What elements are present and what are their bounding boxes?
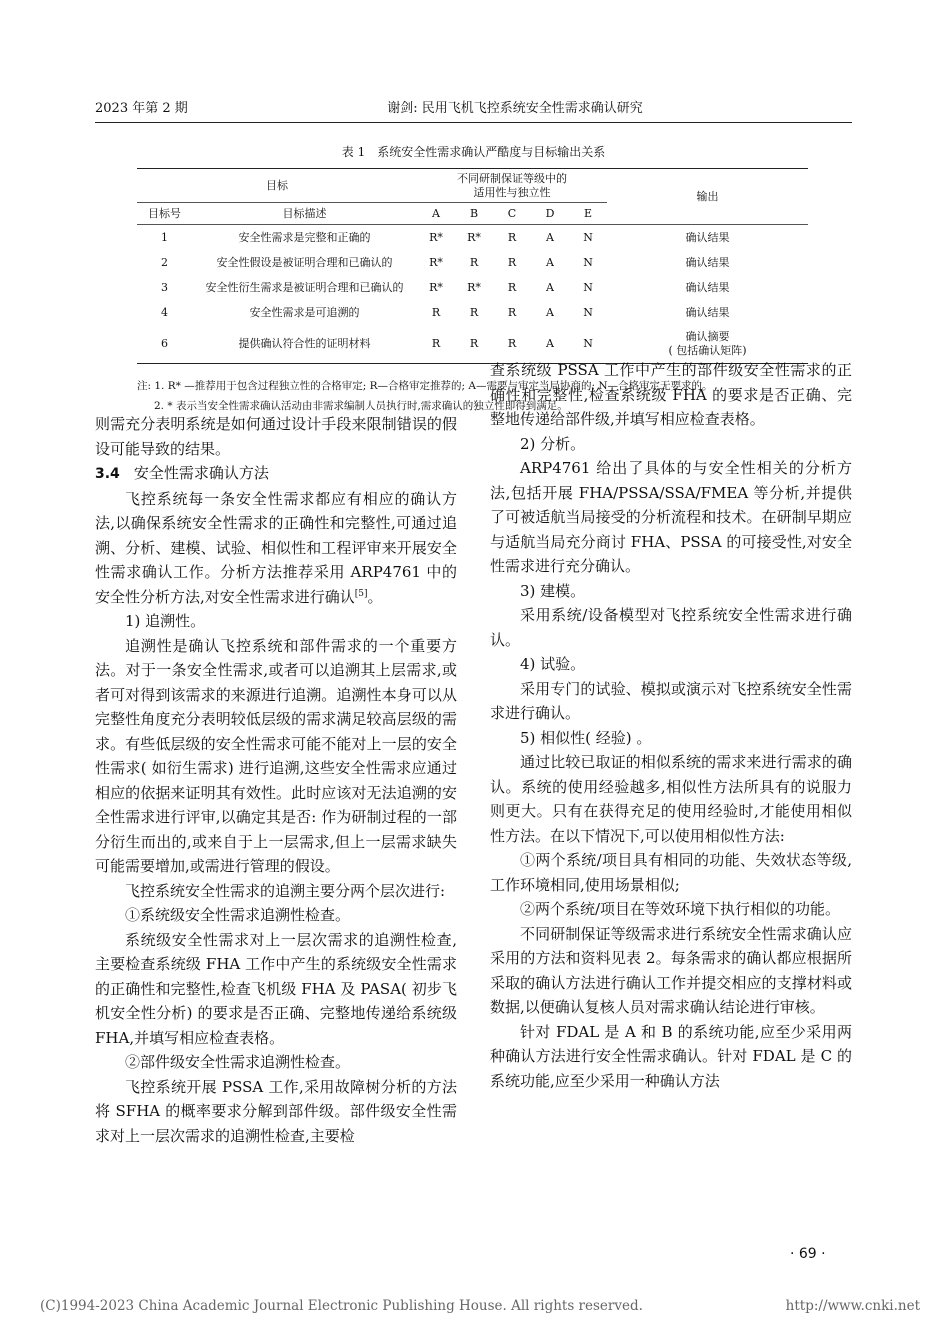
header-level: A	[417, 203, 455, 225]
list-item: 5) 相似性( 经验) 。	[520, 728, 652, 747]
cell-d: A	[546, 230, 554, 244]
header-level: B	[455, 203, 493, 225]
paragraph-text: 飞控系统每一条安全性需求都应有相应的确认方法,以确保系统安全性需求的正确性和完整性,可通过追溯、分析、建模、试验、相似性和工程评审来开展安全性需求确认工作。分析方法推荐采用 ARP4761 中的安全性分析方法,对安全性需求进行确认	[95, 489, 457, 606]
cell-b: R*	[467, 230, 481, 244]
header-desc: 目标描述	[192, 203, 417, 225]
cell-output: 确认结果	[685, 281, 730, 294]
header-id: 目标号	[137, 203, 192, 225]
header-level: E	[569, 203, 607, 225]
cell-a: R	[417, 326, 455, 364]
cell-d: A	[546, 306, 554, 319]
cell-e: N	[583, 281, 593, 294]
cell-output: 确认结果	[685, 230, 730, 244]
cell-b: R*	[467, 281, 481, 294]
header-objective: 目标	[137, 169, 417, 203]
cell-c: R	[493, 326, 531, 364]
header-level: C	[493, 203, 531, 225]
list-item: 3) 建模。	[520, 581, 586, 600]
cell-id: 6	[137, 326, 192, 364]
cell-a: R*	[429, 256, 443, 269]
section-number: 3.4	[95, 466, 120, 482]
section-heading	[95, 461, 457, 487]
paragraph-end: 。	[367, 587, 383, 606]
right-column	[490, 358, 852, 1093]
table-row	[137, 225, 808, 251]
paragraph: ARP4761 给出了具体的与安全性相关的分析方法,包括开展 FHA/PSSA/SSA/FMEA 等分析,并提供了可被适航当局接受的分析流程和技术。在研制早期应与适航当局充分商讨 FHA、PSSA 的可接受性,对安全性需求进行充分确认。	[490, 459, 852, 575]
list-item: ①系统级安全性需求追溯性检查。	[125, 906, 351, 924]
running-title: 谢剑: 民用飞机飞控系统安全性需求确认研究	[387, 101, 643, 116]
list-item: ①两个系统/项目具有相同的功能、失效状态等级,工作环境相同,使用场景相似;	[490, 851, 852, 894]
paragraph: 则需充分表明系统是如何通过设计手段来限制错误的假设可能导致的结果。	[95, 415, 457, 458]
cell-d: A	[546, 256, 554, 269]
cell-desc: 安全性需求是完整和正确的	[238, 230, 371, 244]
copyright-footer	[40, 1298, 920, 1314]
cnki-link[interactable]: http://www.cnki.net	[785, 1298, 920, 1314]
table-note-2: 2. * 表示当安全性需求确认活动由非需求编制人员执行时,需求确认的独立性即得到满足。	[154, 400, 568, 412]
journal-issue: 2023 年第 2 期	[95, 101, 188, 116]
cell-b: R	[469, 306, 479, 319]
cell-output: 确认结果	[685, 256, 730, 269]
cell-b: R	[469, 256, 479, 269]
left-column	[95, 412, 457, 1148]
cell-a: R*	[429, 230, 443, 244]
table-row	[137, 301, 808, 326]
list-item: ②两个系统/项目在等效环境下执行相似的功能。	[520, 900, 841, 918]
cell-d: A	[531, 326, 569, 364]
list-item: 1) 追溯性。	[125, 612, 206, 630]
cell-output-line1: 确认摘要	[685, 330, 730, 344]
paragraph: 系统级安全性需求对上一层次需求的追溯性检查,主要检查系统级 FHA 工作中产生的系统级安全性需求的正确性和完整性,检查飞机级 FHA 及 PASA( 初步飞机安全性分析) 的要求是否正确、完整地传递给系统级 FHA,并填写相应检查表格。	[95, 930, 457, 1047]
cell-d: A	[546, 281, 554, 294]
cell-a: R*	[429, 281, 443, 294]
cell-e: N	[583, 230, 593, 244]
cell-desc: 安全性需求是可追溯的	[249, 306, 360, 319]
section-title: 安全性需求确认方法	[133, 464, 269, 482]
paragraph: 采用专门的试验、模拟或演示对飞控系统安全性需求进行确认。	[490, 679, 852, 722]
table-1	[137, 168, 808, 364]
cell-id: 4	[161, 306, 168, 319]
paragraph: 通过比较已取证的相似系统的需求来进行需求的确认。系统的使用经验越多,相似性方法所具有的说服力则更大。只有在获得充足的使用经验时,才能使用相似性方法。在以下情况下,可以使用相似性方法:	[490, 753, 852, 845]
cell-b: R	[455, 326, 493, 364]
cell-id: 3	[161, 281, 168, 294]
cell-output: 确认结果	[685, 306, 730, 319]
table-note-1: 注: 1. R* —推荐用于包含过程独立性的合格审定; R—合格审定推荐的; A—需要与审定当局协商的; N—合格审定无要求的。	[137, 380, 713, 392]
cell-c: R	[507, 306, 517, 319]
cell-c: R	[507, 281, 517, 294]
header-levels: 不同研制保证等级中的适用性与独立性	[417, 169, 607, 203]
cell-desc: 安全性衍生需求是被证明合理和已确认的	[205, 281, 404, 294]
cell-id: 2	[161, 256, 168, 269]
paragraph: 针对 FDAL 是 A 和 B 的系统功能,应至少采用两种确认方法进行安全性需求确认。针对 FDAL 是 C 的系统功能,应至少采用一种确认方法	[490, 1022, 852, 1090]
cell-e: N	[569, 326, 607, 364]
cell-output-line2: ( 包括确认矩阵)	[668, 344, 747, 358]
citation[interactable]: [5]	[354, 588, 368, 599]
header-output: 输出	[607, 169, 808, 225]
table-row	[137, 276, 808, 301]
paragraph: 不同研制保证等级需求进行系统安全性需求确认应采用的方法和资料见表 2。每条需求的确认都应根据所采取的确认方法进行确认工作并提交相应的支撑材料或数据,以便确认复核人员对需求确认结论进行审核。	[490, 924, 852, 1016]
paragraph: 飞控系统开展 PSSA 工作,采用故障树分析的方法将 SFHA 的概率要求分解到部件级。部件级安全性需求对上一层次需求的追溯性检查,主要检	[95, 1077, 457, 1145]
cell-desc: 提供确认符合性的证明材料	[192, 326, 417, 364]
table-title: 表 1 系统安全性需求确认严酷度与目标输出关系	[341, 145, 606, 159]
cell-desc: 安全性假设是被证明合理和已确认的	[216, 256, 393, 269]
list-item: ②部件级安全性需求追溯性检查。	[125, 1053, 351, 1071]
list-item: 4) 试验。	[520, 655, 586, 673]
paragraph: 飞控系统安全性需求的追溯主要分两个层次进行:	[125, 881, 446, 900]
table-row	[137, 251, 808, 276]
list-item: 2) 分析。	[520, 434, 586, 453]
cell-a: R	[431, 306, 441, 319]
header-level: D	[531, 203, 569, 225]
cell-id: 1	[161, 230, 168, 244]
paragraph: 采用系统/设备模型对飞控系统安全性需求进行确认。	[490, 606, 852, 649]
cell-e: N	[583, 256, 593, 269]
page-number: · 69 ·	[790, 1246, 826, 1262]
cell-c: R	[507, 230, 517, 244]
header-rule	[95, 122, 852, 123]
cell-c: R	[507, 256, 517, 269]
cell-e: N	[583, 306, 593, 319]
paragraph: 查系统级 PSSA 工作中产生的部件级安全性需求的正确性和完整性,检查系统级 FHA 的要求是否正确、完整地传递给部件级,并填写相应检查表格。	[490, 361, 852, 428]
paragraph: 追溯性是确认飞控系统和部件需求的一个重要方法。对于一条安全性需求,或者可以追溯其上层需求,或者可对得到该需求的来源进行追溯。追溯性本身可以从完整性角度充分表明较低层级的需求满足较高层级的需求。有些低层级的安全性需求可能不能对上一层的安全性需求( 如衍生需求) 进行追溯,这些安全性需求应通过相应的依据来证明其有效性。此时应该对无法追溯的安全性需求进行评审,以确定其是否: 作为研制过程的一部分衍生而出的,或来自于上一层需求,但上一层需求缺失可能需要增加,或需进行管理的假设。	[95, 636, 457, 875]
copyright-text: (C)1994-2023 China Academic Journal Electronic Publishing House. All rights reserved.	[40, 1298, 643, 1314]
paragraph	[95, 487, 457, 610]
